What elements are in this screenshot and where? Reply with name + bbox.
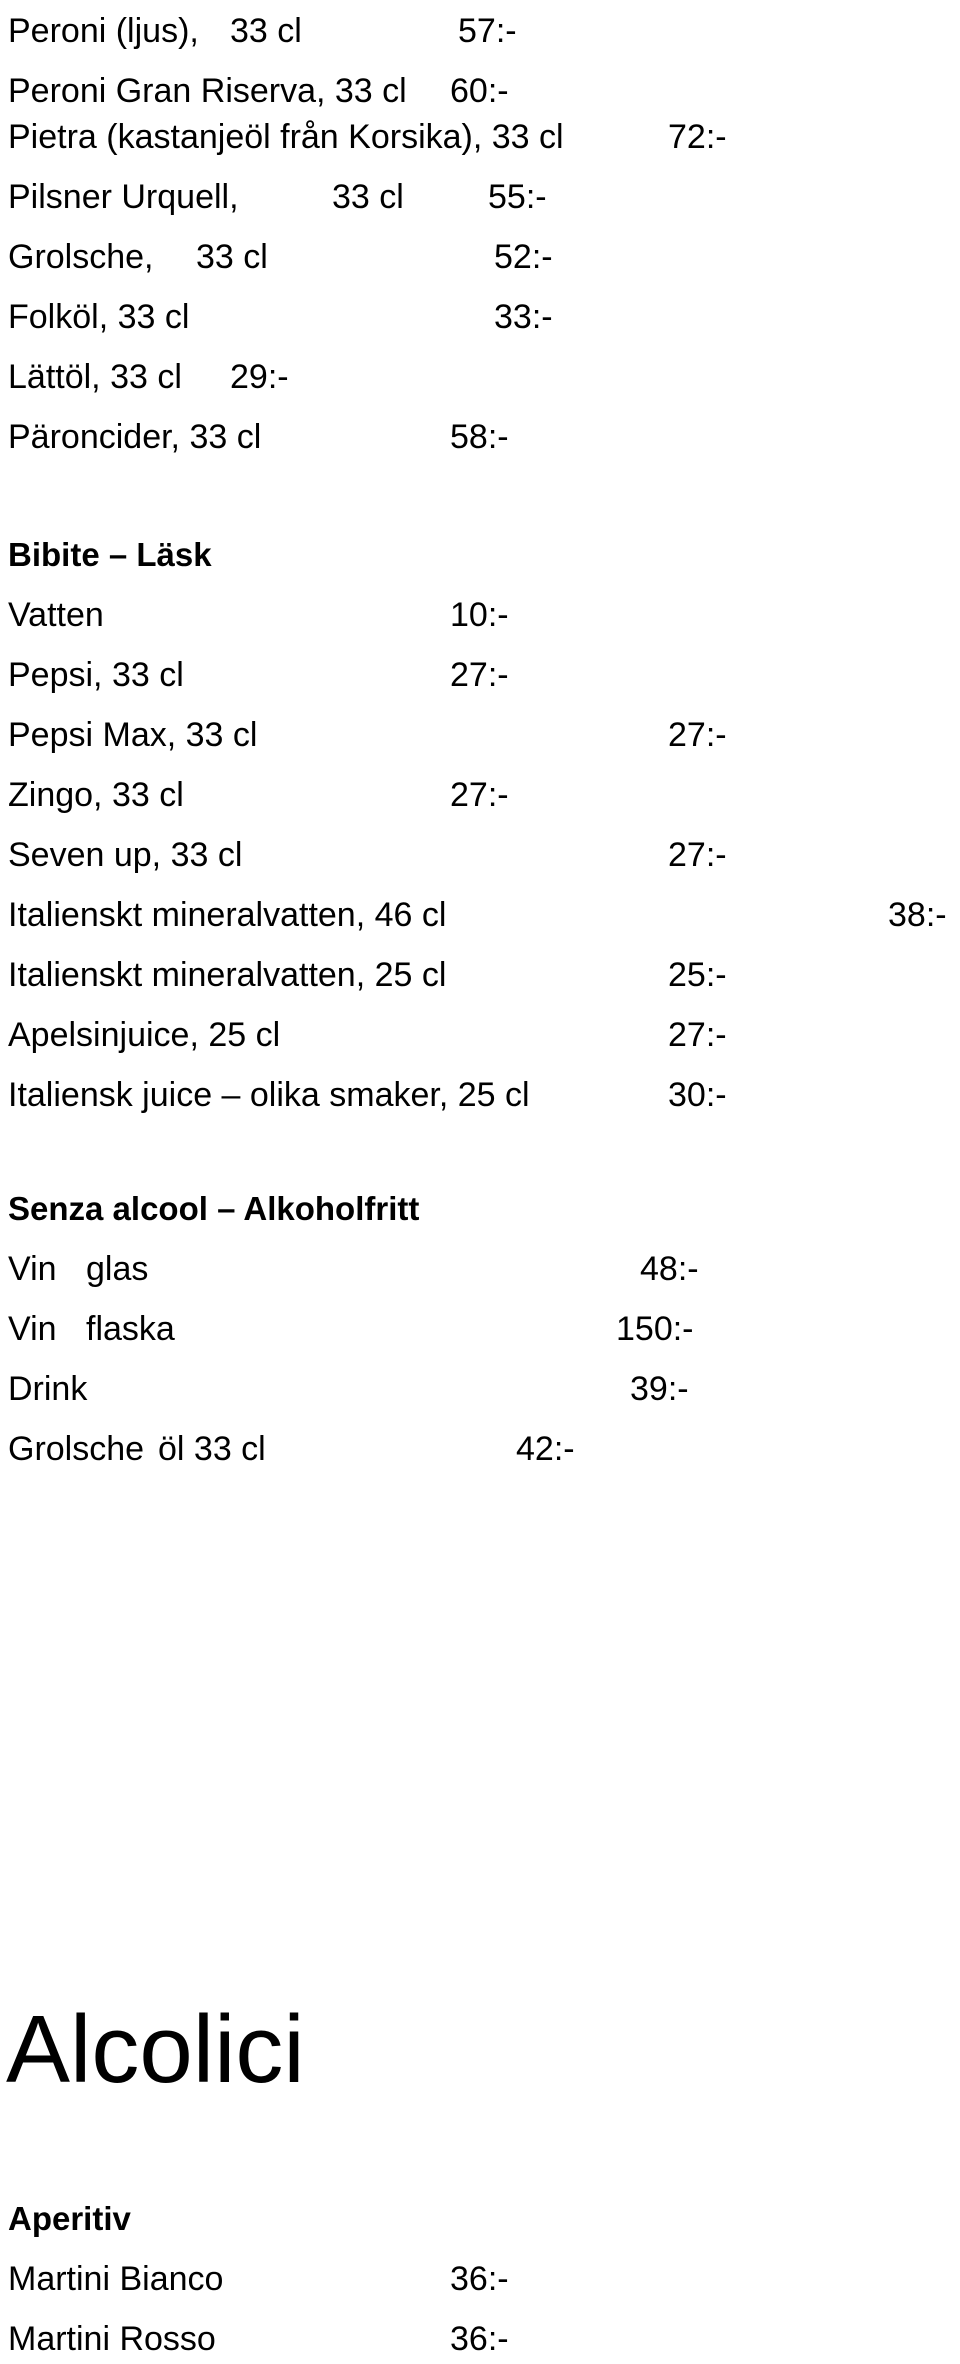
item-detail: öl 33 cl <box>158 1430 266 1468</box>
item-volume: 33 cl <box>230 12 302 50</box>
item-price: 38:- <box>888 896 947 934</box>
item-name: Vatten <box>8 596 104 634</box>
section-heading-soft-drinks: Bibite – Läsk <box>8 536 212 573</box>
item-name: Martini Rosso <box>8 2320 216 2358</box>
page-title-alcolici: Alcolici <box>6 1996 305 2103</box>
item-volume: 33 cl <box>196 238 268 276</box>
item-price: 27:- <box>668 836 727 874</box>
item-price: 27:- <box>450 776 509 814</box>
item-name: Apelsinjuice, 25 cl <box>8 1016 281 1054</box>
item-price: 58:- <box>450 418 509 456</box>
item-price: 55:- <box>488 178 547 216</box>
item-name: Päroncider, 33 cl <box>8 418 262 456</box>
item-price: 27:- <box>668 716 727 754</box>
item-name: Peroni Gran Riserva, 33 cl <box>8 72 407 110</box>
item-price: 72:- <box>668 118 727 156</box>
item-price: 57:- <box>458 12 517 50</box>
item-name: Peroni (ljus), <box>8 12 199 50</box>
item-price: 36:- <box>450 2320 509 2358</box>
item-detail: glas <box>86 1250 149 1288</box>
item-price: 39:- <box>630 1370 689 1408</box>
item-name: Vin <box>8 1250 57 1288</box>
item-name: Italienskt mineralvatten, 46 cl <box>8 896 447 934</box>
item-name: Pilsner Urquell, <box>8 178 239 216</box>
item-price: 27:- <box>450 656 509 694</box>
item-price: 27:- <box>668 1016 727 1054</box>
item-volume: 33 cl <box>332 178 404 216</box>
section-heading-aperitiv: Aperitiv <box>8 2200 131 2237</box>
item-name: Drink <box>8 1370 88 1408</box>
item-name: Seven up, 33 cl <box>8 836 243 874</box>
item-name: Folköl, 33 cl <box>8 298 190 336</box>
item-price: 10:- <box>450 596 509 634</box>
item-name: Pepsi, 33 cl <box>8 656 184 694</box>
item-price: 30:- <box>668 1076 727 1114</box>
item-price: 42:- <box>516 1430 575 1468</box>
item-price: 52:- <box>494 238 553 276</box>
item-name: Italienskt mineralvatten, 25 cl <box>8 956 447 994</box>
item-name: Zingo, 33 cl <box>8 776 184 814</box>
item-name: Lättöl, 33 cl <box>8 358 182 396</box>
item-name: Martini Bianco <box>8 2260 224 2298</box>
item-price: 36:- <box>450 2260 509 2298</box>
item-price: 29:- <box>230 358 289 396</box>
item-price: 150:- <box>616 1310 694 1348</box>
item-name: Pietra (kastanjeöl från Korsika), 33 cl <box>8 118 564 156</box>
item-name: Pepsi Max, 33 cl <box>8 716 258 754</box>
item-name: Grolsche, <box>8 238 154 276</box>
item-detail: flaska <box>86 1310 175 1348</box>
item-price: 60:- <box>450 72 509 110</box>
section-heading-non-alcoholic: Senza alcool – Alkoholfritt <box>8 1190 420 1227</box>
item-price: 48:- <box>640 1250 699 1288</box>
item-price: 33:- <box>494 298 553 336</box>
item-name: Italiensk juice – olika smaker, 25 cl <box>8 1076 530 1114</box>
item-name: Grolsche <box>8 1430 145 1468</box>
item-price: 25:- <box>668 956 727 994</box>
item-name: Vin <box>8 1310 57 1348</box>
